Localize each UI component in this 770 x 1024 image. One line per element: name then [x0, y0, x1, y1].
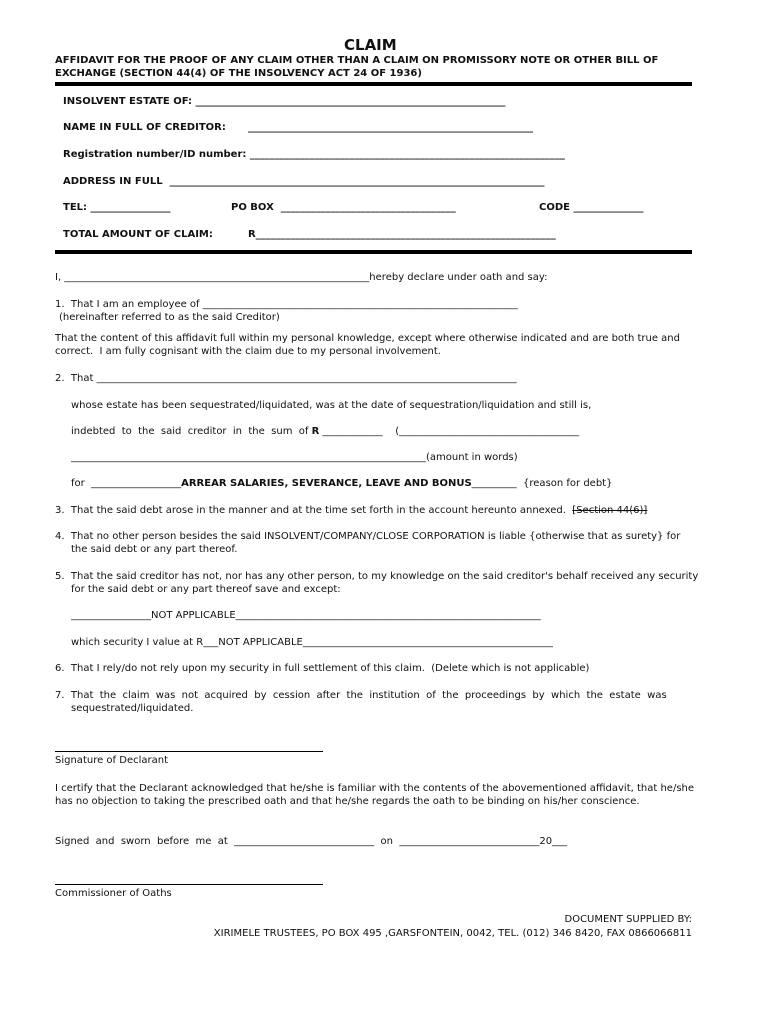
- paragraph-1-line-2: (hereinafter referred to as the said Creditor): [59, 312, 280, 323]
- paragraph-5-line-2: for the said debt or any part thereof save and except:: [71, 584, 341, 595]
- signed-sworn-field[interactable]: Signed and sworn before me at ____________________________ on ____________________________20___: [55, 836, 568, 847]
- declarant-signature-line[interactable]: [55, 751, 323, 752]
- top-divider: [55, 82, 692, 86]
- declarant-intro[interactable]: I, _____________________________________________________________hereby declare under oath and say:: [55, 272, 548, 283]
- paragraph-3-text: 3. That the said debt arose in the manner and at the time set forth in the account hereunto annexed.: [55, 505, 573, 516]
- indebted-prefix: indebted to the said creditor in the sum of: [71, 426, 312, 437]
- certification-line-1: I certify that the Declarant acknowledged that he/she is familiar with the contents of the abovementioned affidavit, that he/she: [55, 783, 695, 794]
- for-prefix: for __________________: [71, 478, 182, 489]
- registration-number-field[interactable]: Registration number/ID number: _______________________________________________________________: [63, 149, 565, 160]
- footer-supplied-by: DOCUMENT SUPPLIED BY:: [564, 914, 692, 925]
- insolvent-estate-field[interactable]: INSOLVENT ESTATE OF: ______________________________________________________________: [63, 96, 506, 107]
- po-box-field[interactable]: PO BOX ___________________________________: [231, 202, 456, 213]
- signature-label: Signature of Declarant: [55, 755, 168, 766]
- indebted-suffix: ____________ (____________________________________: [319, 426, 580, 437]
- subtitle-line-2: EXCHANGE (SECTION 44(4) OF THE INSOLVENCY ACT 24 OF 1936): [55, 68, 422, 79]
- commissioner-label: Commissioner of Oaths: [55, 888, 172, 899]
- paragraph-4-line-1: 4. That no other person besides the said INSOLVENT/COMPANY/CLOSE CORPORATION is liable {otherwise that as surety} for: [55, 531, 681, 542]
- content-statement-line-2: correct. I am fully cognisant with the claim due to my personal involvement.: [55, 346, 441, 357]
- paragraph-6: 6. That I rely/do not rely upon my security in full settlement of this claim. (Delete which is not applicable): [55, 663, 590, 674]
- reason-for-debt-line[interactable]: [71, 478, 612, 489]
- paragraph-5-line-1: 5. That the said creditor has not, nor has any other person, to my knowledge on the said creditor's behalf received any security: [55, 571, 699, 582]
- paragraph-3: [55, 505, 647, 516]
- document-title: CLAIM: [344, 36, 397, 54]
- amount-in-words-field[interactable]: _______________________________________________________________________(amount in words): [71, 452, 518, 463]
- content-statement-line-1: That the content of this affidavit full within my personal knowledge, except where otherwise indicated and are both true and: [55, 333, 680, 344]
- total-amount-field[interactable]: R____________________________________________________________: [248, 229, 556, 240]
- total-amount-label: TOTAL AMOUNT OF CLAIM:: [63, 229, 213, 240]
- reason-for-debt-value: ARREAR SALARIES, SEVERANCE, LEAVE AND BONUS: [181, 478, 472, 489]
- security-value-field[interactable]: which security I value at R___NOT APPLICABLE__________________________________________________: [71, 637, 553, 648]
- paragraph-2[interactable]: 2. That ____________________________________________________________________________________: [55, 373, 517, 384]
- subtitle-line-1: AFFIDAVIT FOR THE PROOF OF ANY CLAIM OTHER THAN A CLAIM ON PROMISSORY NOTE OR OTHER BILL OF: [55, 55, 659, 66]
- footer-contact: XIRIMELE TRUSTEES, PO BOX 495 ,GARSFONTEIN, 0042, TEL. (012) 346 8420, FAX 0866066811: [213, 928, 692, 939]
- tel-field[interactable]: TEL: ________________: [63, 202, 171, 213]
- indebted-sum-line[interactable]: [71, 426, 579, 437]
- security-details-field[interactable]: ________________NOT APPLICABLE_____________________________________________________________: [71, 610, 541, 621]
- creditor-name-field[interactable]: _________________________________________________________: [248, 122, 533, 133]
- certification-line-2: has no objection to taking the prescribed oath and that he/she regards the oath to be binding on his/her conscience.: [55, 796, 640, 807]
- address-field[interactable]: ADDRESS IN FULL ___________________________________________________________________________: [63, 176, 545, 187]
- paragraph-1-line-1[interactable]: 1. That I am an employee of _______________________________________________________________: [55, 299, 518, 310]
- header-bottom-divider: [55, 250, 692, 254]
- rand-symbol: R: [311, 426, 320, 437]
- for-suffix: _________ {reason for debt}: [471, 478, 613, 489]
- section-reference-struck: [Section 44(6)]: [572, 505, 648, 516]
- paragraph-2-estate: whose estate has been sequestrated/liquidated, was at the date of sequestration/liquidation and still is,: [71, 400, 592, 411]
- paragraph-7-line-2: sequestrated/liquidated.: [71, 703, 194, 714]
- creditor-name-label: NAME IN FULL OF CREDITOR:: [63, 122, 226, 133]
- commissioner-signature-line[interactable]: [55, 884, 323, 885]
- paragraph-4-line-2: the said debt or any part thereof.: [71, 544, 238, 555]
- paragraph-7-line-1: 7. That the claim was not acquired by cession after the institution of the proceedings by which the estate was: [55, 690, 667, 701]
- code-field[interactable]: CODE ______________: [539, 202, 644, 213]
